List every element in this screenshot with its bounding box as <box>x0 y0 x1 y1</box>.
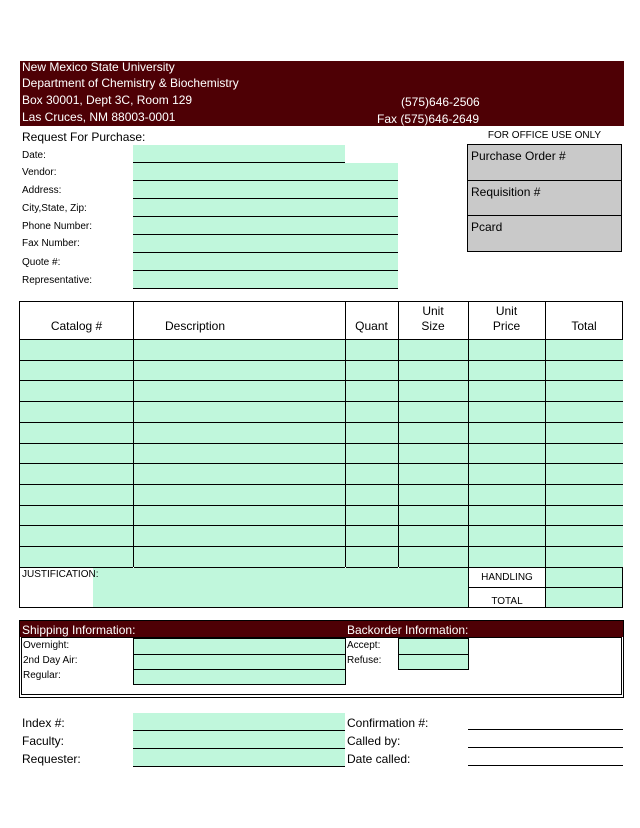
index-field[interactable] <box>133 713 345 731</box>
col-sep-2 <box>345 302 346 567</box>
row-7-catalog-cell[interactable] <box>20 464 133 485</box>
backorder-title: Backorder Information: <box>347 623 469 637</box>
handling-label: HANDLING <box>481 572 533 583</box>
col-catalog-header: Catalog # <box>50 319 103 333</box>
row-11-catalog-cell[interactable] <box>20 547 133 568</box>
col-sep-5 <box>545 302 546 608</box>
shipping-title: Shipping Information: <box>22 623 136 637</box>
row-2-description-cell[interactable] <box>134 361 345 381</box>
row-4-total-cell[interactable] <box>546 402 623 423</box>
col-quant-header: Quant <box>355 319 388 333</box>
vendor-label: Vendor: <box>22 167 57 178</box>
regular-label: Regular: <box>23 670 61 681</box>
justification-field[interactable] <box>93 568 468 607</box>
phone-number-label: Phone Number: <box>22 221 93 232</box>
phone-number-field[interactable] <box>133 217 398 235</box>
called-by-line[interactable] <box>468 747 623 748</box>
fax-number-label: Fax Number: <box>22 238 80 249</box>
handling-field[interactable] <box>546 568 622 588</box>
row-9-unit-size-cell[interactable] <box>399 506 468 526</box>
row-6-unit-size-cell[interactable] <box>399 444 468 464</box>
header-university: New Mexico State University <box>22 60 175 74</box>
row-11-unit-size-cell[interactable] <box>399 547 468 568</box>
row-5-unit-size-cell[interactable] <box>399 423 468 444</box>
requester-label: Requester: <box>22 752 81 766</box>
row-3-unit-size-cell[interactable] <box>399 381 468 402</box>
row-3-quant-cell[interactable] <box>346 381 398 402</box>
row-9-quant-cell[interactable] <box>346 506 398 526</box>
second-day-field[interactable] <box>133 654 346 670</box>
row-2-catalog-cell[interactable] <box>20 361 133 381</box>
row-9-catalog-cell[interactable] <box>20 506 133 526</box>
row-1-description-cell[interactable] <box>134 340 345 361</box>
row-5-unit-price-cell[interactable] <box>469 423 545 444</box>
row-6-catalog-cell[interactable] <box>20 444 133 464</box>
header-fax: Fax (575)646-2649 <box>377 112 480 126</box>
row-1-catalog-cell[interactable] <box>20 340 133 361</box>
row-7-quant-cell[interactable] <box>346 464 398 485</box>
date-called-label: Date called: <box>347 752 411 766</box>
row-6-unit-price-cell[interactable] <box>469 444 545 464</box>
row-6-total-cell[interactable] <box>546 444 623 464</box>
row-10-total-cell[interactable] <box>546 526 623 547</box>
row-2-unit-price-cell[interactable] <box>469 361 545 381</box>
row-7-unit-price-cell[interactable] <box>469 464 545 485</box>
vendor-field[interactable] <box>133 163 398 181</box>
row-4-quant-cell[interactable] <box>346 402 398 423</box>
confirmation-label: Confirmation #: <box>347 716 429 730</box>
col-sep-4 <box>468 302 469 608</box>
row-1-unit-price-cell[interactable] <box>469 340 545 361</box>
col-unit-size-line1: Unit <box>422 304 444 318</box>
row-8-description-cell[interactable] <box>134 485 345 506</box>
faculty-field[interactable] <box>133 731 345 749</box>
row-9-description-cell[interactable] <box>134 506 345 526</box>
row-5-catalog-cell[interactable] <box>20 423 133 444</box>
faculty-label: Faculty: <box>22 734 65 748</box>
address-label: Address: <box>22 185 62 196</box>
row-10-quant-cell[interactable] <box>346 526 398 547</box>
overnight-field[interactable] <box>133 638 346 655</box>
quote-field[interactable] <box>133 253 398 271</box>
row-11-quant-cell[interactable] <box>346 547 398 568</box>
row-2-unit-size-cell[interactable] <box>399 361 468 381</box>
request-title: Request For Purchase: <box>22 130 146 144</box>
row-5-quant-cell[interactable] <box>346 423 398 444</box>
row-8-unit-size-cell[interactable] <box>399 485 468 506</box>
row-8-unit-price-cell[interactable] <box>469 485 545 506</box>
col-sep-3 <box>398 302 399 567</box>
total-field[interactable] <box>546 588 622 607</box>
row-1-unit-size-cell[interactable] <box>399 340 468 361</box>
header-department: Department of Chemistry & Biochemistry <box>22 76 239 90</box>
confirmation-line[interactable] <box>468 729 623 730</box>
col-unit-price-header <box>468 304 545 334</box>
row-10-catalog-cell[interactable] <box>20 526 133 547</box>
requester-field[interactable] <box>133 749 345 767</box>
purchase-order-label: Purchase Order # <box>471 149 566 163</box>
col-description-header: Description <box>164 319 226 333</box>
header-city: Las Cruces, NM 88003-0001 <box>22 110 176 124</box>
fax-number-field[interactable] <box>133 235 398 253</box>
row-4-catalog-cell[interactable] <box>20 402 133 423</box>
row-8-total-cell[interactable] <box>546 485 623 506</box>
row-7-total-cell[interactable] <box>546 464 623 485</box>
representative-field[interactable] <box>133 271 398 289</box>
called-by-label: Called by: <box>347 734 401 748</box>
row-10-unit-size-cell[interactable] <box>399 526 468 547</box>
row-5-description-cell[interactable] <box>134 423 345 444</box>
city-state-zip-label: City,State, Zip: <box>22 203 87 214</box>
row-10-description-cell[interactable] <box>134 526 345 547</box>
row-8-catalog-cell[interactable] <box>20 485 133 506</box>
row-1-quant-cell[interactable] <box>346 340 398 361</box>
accept-label: Accept: <box>347 640 381 651</box>
row-1-total-cell[interactable] <box>546 340 623 361</box>
city-state-zip-field[interactable] <box>133 199 398 217</box>
pcard-label: Pcard <box>471 220 503 234</box>
justification-label: JUSTIFICATION: <box>22 569 99 580</box>
row-2-total-cell[interactable] <box>546 361 623 381</box>
header-phone: (575)646-2506 <box>401 95 480 109</box>
row-4-description-cell[interactable] <box>134 402 345 423</box>
accept-field[interactable] <box>398 638 469 655</box>
refuse-field[interactable] <box>398 654 469 670</box>
row-8-quant-cell[interactable] <box>346 485 398 506</box>
row-9-unit-price-cell[interactable] <box>469 506 545 526</box>
quote-label: Quote #: <box>22 257 61 268</box>
row-4-unit-size-cell[interactable] <box>399 402 468 423</box>
date-label: Date: <box>22 150 46 161</box>
row-3-description-cell[interactable] <box>134 381 345 402</box>
office-use-title: FOR OFFICE USE ONLY <box>487 130 602 141</box>
total-label: TOTAL <box>491 596 523 607</box>
col-total-header: Total <box>571 319 597 333</box>
second-day-label: 2nd Day Air: <box>23 655 78 666</box>
index-label: Index #: <box>22 716 65 730</box>
col-sep-1 <box>133 302 134 567</box>
requisition-label: Requisition # <box>471 185 541 199</box>
pcard-box[interactable] <box>467 215 622 252</box>
row-6-description-cell[interactable] <box>134 444 345 464</box>
regular-field[interactable] <box>133 669 346 685</box>
purchase-order-box[interactable] <box>467 144 622 181</box>
date-called-line[interactable] <box>468 765 623 766</box>
col-unit-price-line2: Price <box>492 319 521 333</box>
row-3-catalog-cell[interactable] <box>20 381 133 402</box>
row-5-total-cell[interactable] <box>546 423 623 444</box>
representative-label: Representative: <box>22 275 93 286</box>
col-unit-size-header <box>398 304 468 334</box>
row-3-unit-price-cell[interactable] <box>469 381 545 402</box>
requisition-box[interactable] <box>467 180 622 216</box>
overnight-label: Overnight: <box>23 640 70 651</box>
refuse-label: Refuse: <box>347 655 382 666</box>
date-field[interactable] <box>133 145 345 163</box>
row-9-total-cell[interactable] <box>546 506 623 526</box>
row-11-description-cell[interactable] <box>134 547 345 568</box>
row-2-quant-cell[interactable] <box>346 361 398 381</box>
row-11-total-cell[interactable] <box>546 547 623 568</box>
row-4-unit-price-cell[interactable] <box>469 402 545 423</box>
address-field[interactable] <box>133 181 398 199</box>
row-10-unit-price-cell[interactable] <box>469 526 545 547</box>
header-box: Box 30001, Dept 3C, Room 129 <box>22 93 193 107</box>
row-3-total-cell[interactable] <box>546 381 623 402</box>
row-7-description-cell[interactable] <box>134 464 345 485</box>
col-unit-price-line1: Unit <box>495 304 518 318</box>
col-unit-size-line2: Size <box>421 319 445 333</box>
row-11-unit-price-cell[interactable] <box>469 547 545 568</box>
row-7-unit-size-cell[interactable] <box>399 464 468 485</box>
row-6-quant-cell[interactable] <box>346 444 398 464</box>
